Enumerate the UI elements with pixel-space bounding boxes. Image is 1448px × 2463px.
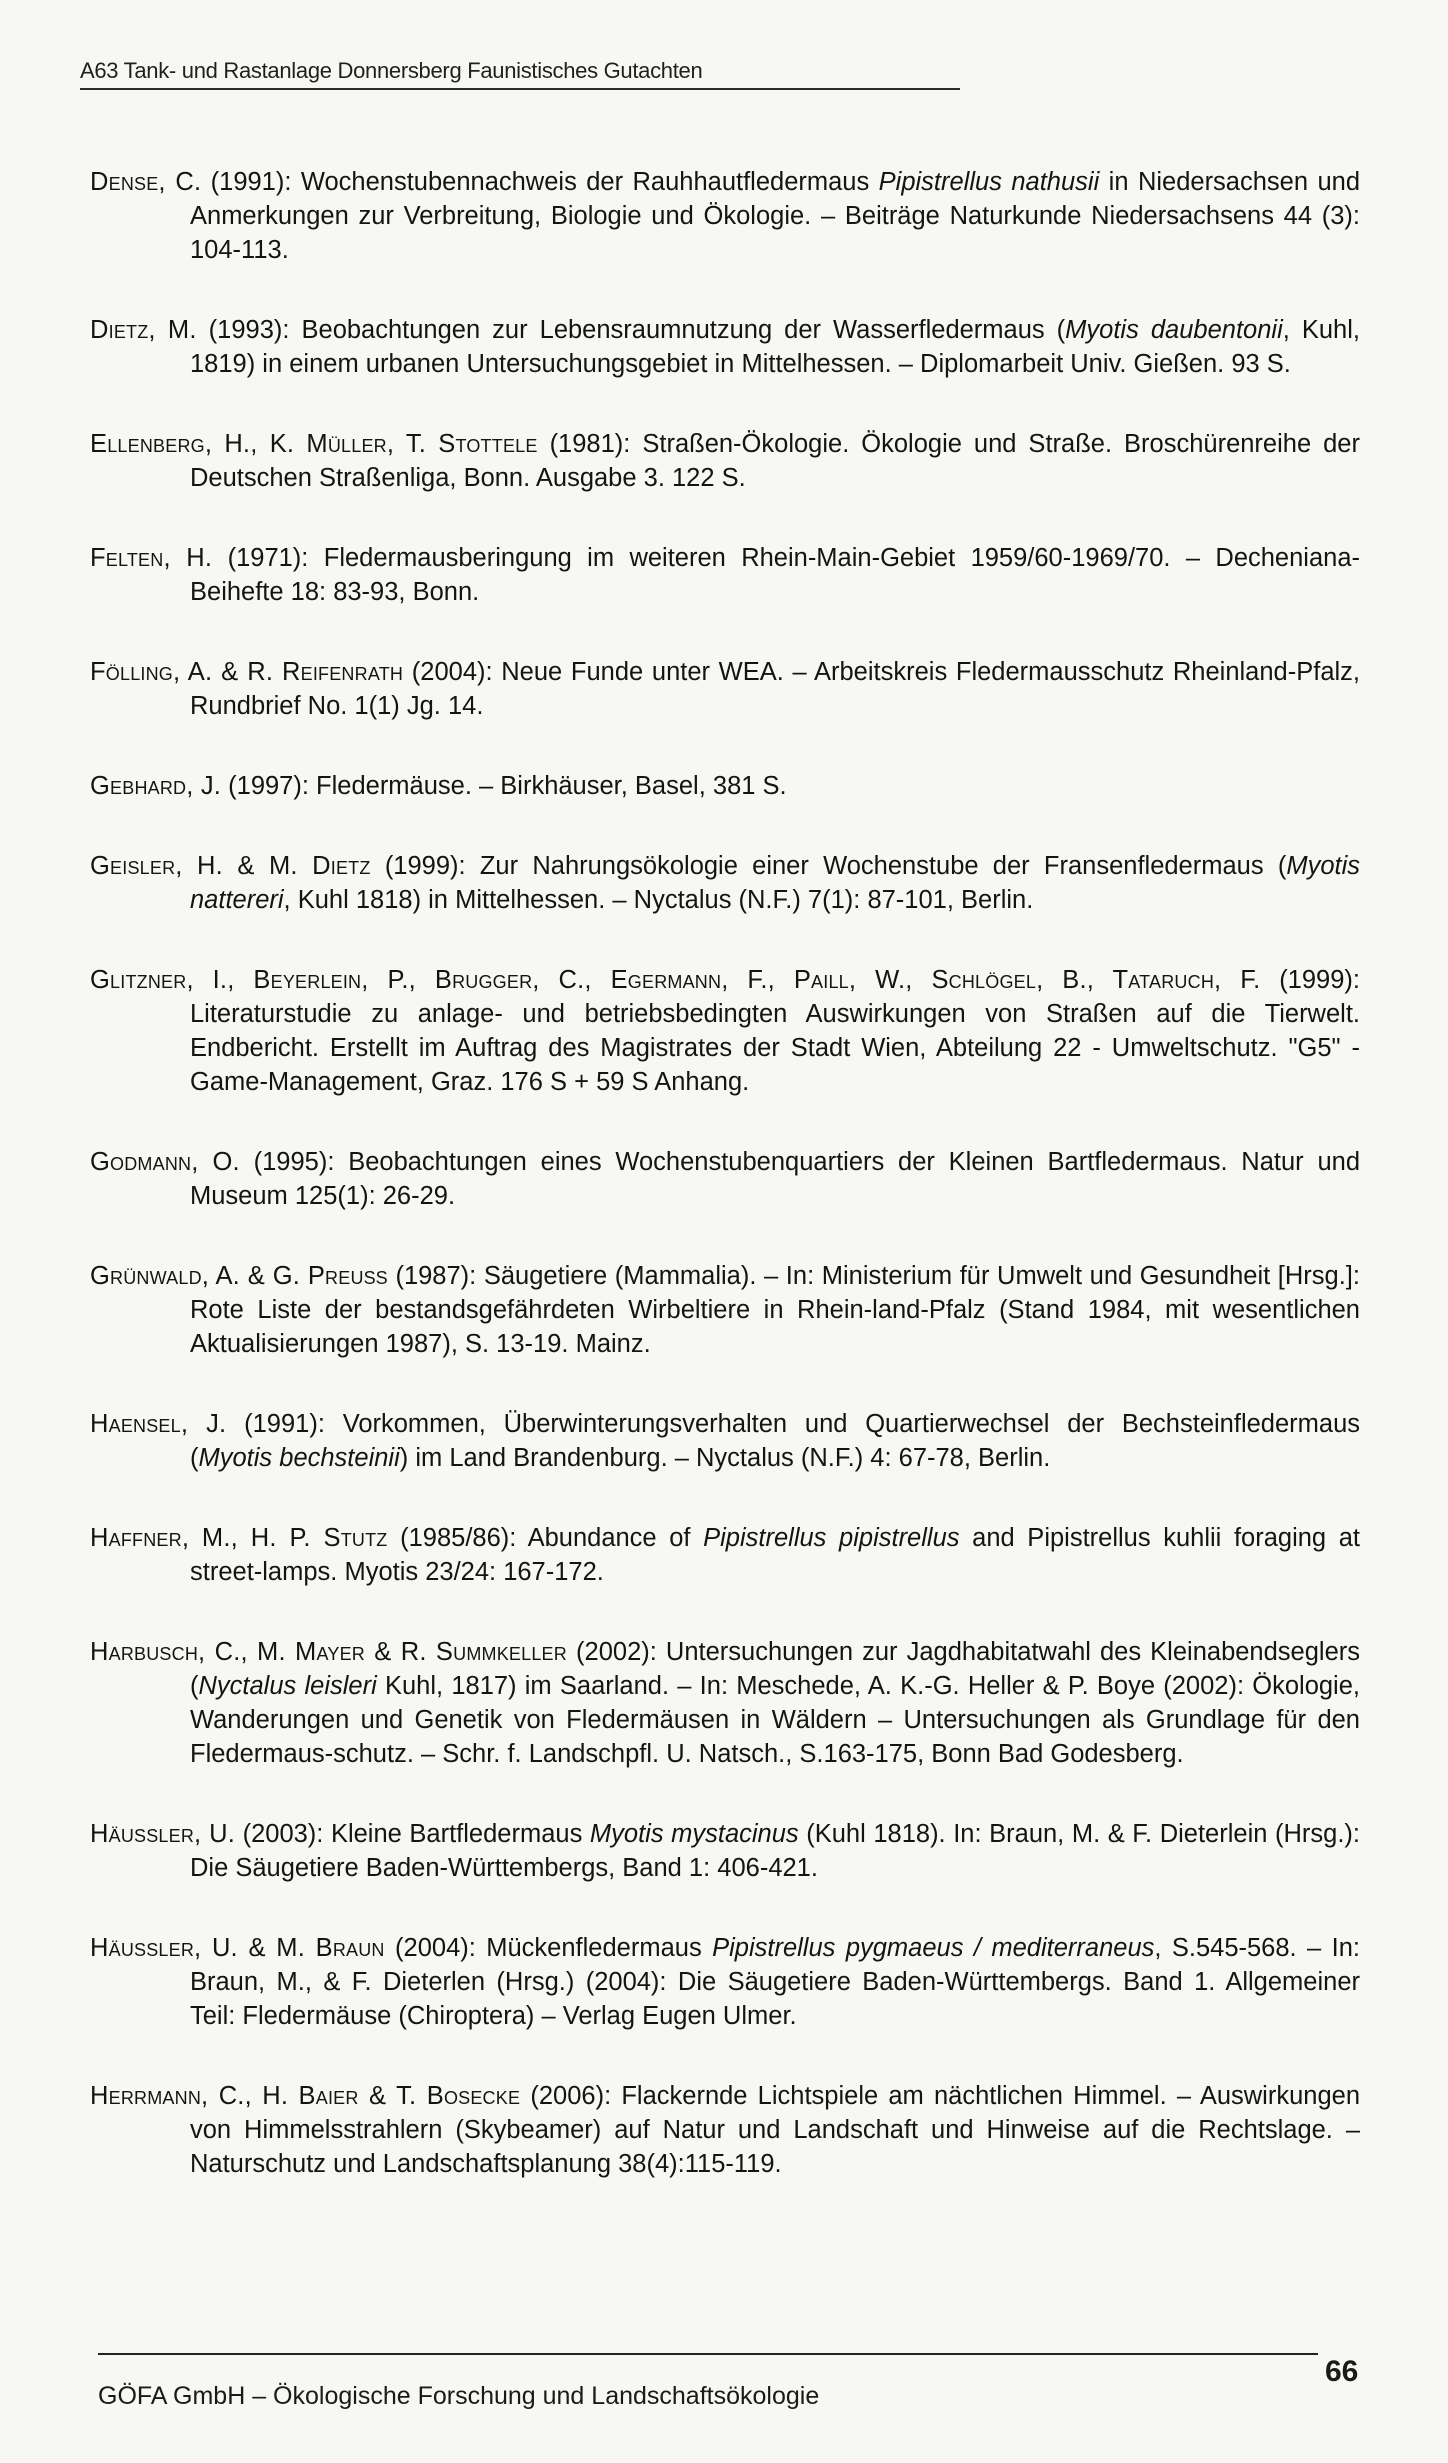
reference-entry: [90, 165, 1360, 267]
ref-species: Pipistrellus nathusii: [878, 168, 1100, 196]
ref-text: (2004): Mückenfledermaus: [384, 1934, 713, 1962]
reference-entry: [90, 1817, 1360, 1885]
ref-text: (1987): Säugetiere (Mammalia). – In: Ministerium für Umwelt und Gesundheit [Hrsg.]: Rote Liste der bestandsgefährdeten Wirbeltiere in Rhein-land-Pfalz (Stand 1984, mit wesentlichen Aktualisierungen 1987), S. 13-19. Mainz.: [190, 1262, 1360, 1358]
ref-authors: Fölling, A. & R. Reifenrath: [90, 658, 404, 686]
ref-text-tail: and Pipistrellus kuhlii foraging at street-lamps. Myotis 23/24: 167-172.: [190, 1524, 1360, 1586]
footer-company: GÖFA GmbH – Ökologische Forschung und Landschaftsökologie: [98, 2382, 820, 2410]
ref-species: Pipistrellus pygmaeus / mediterraneus: [712, 1934, 1155, 1962]
ref-text: (1991): Wochenstubennachweis der Rauhhautfledermaus: [201, 168, 879, 196]
ref-text-tail: in Niedersachsen und Anmerkungen zur Verbreitung, Biologie und Ökologie. – Beiträge Naturkunde Niedersachsens 44 (3): 104-113.: [190, 168, 1360, 264]
ref-authors: Glitzner, I., Beyerlein, P., Brugger, C., Egermann, F., Paill, W., Schlögel, B., Tataruch, F.: [90, 966, 1261, 994]
ref-authors: Haffner, M., H. P. Stutz: [90, 1524, 388, 1552]
footer-divider: [98, 2353, 1318, 2355]
ref-authors: Ellenberg, H., K. Müller, T. Stottele: [90, 430, 538, 458]
reference-entry: [90, 1145, 1360, 1213]
reference-entry: [90, 1635, 1360, 1771]
ref-text: (1993): Beobachtungen zur Lebensraumnutzung der Wasserfledermaus (: [196, 316, 1066, 344]
ref-text: (1981): Straßen-Ökologie. Ökologie und Straße. Broschürenreihe der Deutschen Straßenliga, Bonn. Ausgabe 3. 122 S.: [190, 430, 1360, 492]
ref-species: Myotis nattereri: [190, 852, 1361, 914]
ref-species: Nyctalus leisleri: [198, 1672, 377, 1700]
ref-authors: Herrmann, C., H. Baier & T. Bosecke: [90, 2082, 521, 2110]
ref-authors: Godmann, O.: [90, 1148, 240, 1176]
ref-text-tail: , Kuhl 1818) in Mittelhessen. – Nyctalus (N.F.) 7(1): 87-101, Berlin.: [283, 886, 1034, 914]
ref-species: Myotis mystacinus: [589, 1820, 799, 1848]
reference-entry: [90, 541, 1360, 609]
ref-authors: Geisler, H. & M. Dietz: [90, 852, 371, 880]
reference-entry: [90, 963, 1360, 1099]
ref-text: (1999): Zur Nahrungsökologie einer Wochenstube der Fransenfledermaus (: [370, 852, 1287, 880]
ref-authors: Gebhard, J.: [90, 772, 222, 800]
ref-text: (1985/86): Abundance of: [387, 1524, 704, 1552]
ref-authors: Felten, H.: [90, 544, 213, 572]
ref-species: Myotis daubentonii: [1065, 316, 1283, 344]
ref-authors: Häussler, U. & M. Braun: [90, 1934, 385, 1962]
ref-authors: Harbusch, C., M. Mayer & R. Summkeller: [90, 1638, 567, 1666]
ref-text: (1971): Fledermausberingung im weiteren Rhein-Main-Gebiet 1959/60-1969/70. – Decheniana-Beihefte 18: 83-93, Bonn.: [190, 544, 1361, 606]
ref-text-tail: Kuhl, 1817) im Saarland. – In: Meschede, A. K.-G. Heller & P. Boye (2002): Ökologie, Wanderungen und Genetik von Fledermäusen in Wäldern – Untersuchungen als Grundlage für den Fledermaus-schutz. – Schr. f. Landschpfl. U. Natsch., S.163-175, Bonn Bad Godesberg.: [190, 1672, 1360, 1768]
ref-text: (2004): Neue Funde unter WEA. – Arbeitskreis Fledermausschutz Rheinland-Pfalz, Rundbrief No. 1(1) Jg. 14.: [190, 658, 1360, 720]
reference-entry: [90, 1407, 1360, 1475]
ref-species: Pipistrellus pipistrellus: [703, 1524, 960, 1552]
ref-text: (1991): Vorkommen, Überwinterungsverhalten und Quartierwechsel der Bechsteinfledermaus (: [190, 1410, 1360, 1472]
ref-text: (1995): Beobachtungen eines Wochenstubenquartiers der Kleinen Bartfledermaus. Natur und Museum 125(1): 26-29.: [190, 1148, 1360, 1210]
ref-authors: Dietz, M.: [90, 316, 197, 344]
running-header: A63 Tank- und Rastanlage Donnersberg Faunistisches Gutachten: [80, 58, 960, 90]
reference-entry: [90, 427, 1360, 495]
ref-authors: Haensel, J.: [90, 1410, 227, 1438]
ref-authors: Häussler, U.: [90, 1820, 236, 1848]
ref-text: (1997): Fledermäuse. – Birkhäuser, Basel, 381 S.: [221, 772, 787, 800]
reference-list: [90, 165, 1360, 2227]
ref-text: (2003): Kleine Bartfledermaus: [235, 1820, 590, 1848]
reference-entry: [90, 769, 1360, 803]
ref-text-tail: ) im Land Brandenburg. – Nyctalus (N.F.) 4: 67-78, Berlin.: [399, 1444, 1051, 1472]
page-number: 66: [1325, 2355, 1359, 2388]
ref-authors: Dense, C.: [90, 168, 202, 196]
reference-entry: [90, 655, 1360, 723]
ref-species: Myotis bechsteinii: [198, 1444, 400, 1472]
reference-entry: [90, 2079, 1360, 2181]
ref-authors: Grünwald, A. & G. Preuß: [90, 1262, 388, 1290]
ref-text: (2006): Flackernde Lichtspiele am nächtlichen Himmel. – Auswirkungen von Himmelsstrahlern (Skybeamer) auf Natur und Landschaft und Hinweise auf die Rechtslage. – Naturschutz und Landschaftsplanung 38(4):115-119.: [190, 2082, 1360, 2178]
reference-entry: [90, 313, 1360, 381]
ref-text: (2002): Untersuchungen zur Jagdhabitatwahl des Kleinabendseglers (: [190, 1638, 1360, 1700]
ref-text: (1999): Literaturstudie zu anlage- und betriebsbedingten Auswirkungen von Straßen auf die Tierwelt. Endbericht. Erstellt im Auftrag des Magistrates der Stadt Wien, Abteilung 22 - Umweltschutz. "G5" - Game-Management, Graz. 176 S + 59 S Anhang.: [190, 966, 1360, 1096]
reference-entry: [90, 849, 1360, 917]
ref-text-tail: , S.545-568. – In: Braun, M., & F. Dieterlen (Hrsg.) (2004): Die Säugetiere Baden-Württembergs. Band 1. Allgemeiner Teil: Fledermäuse (Chiroptera) – Verlag Eugen Ulmer.: [190, 1934, 1360, 2030]
ref-text-tail: (Kuhl 1818). In: Braun, M. & F. Dieterlein (Hrsg.): Die Säugetiere Baden-Württembergs, Band 1: 406-421.: [190, 1820, 1360, 1882]
reference-entry: [90, 1259, 1360, 1361]
reference-entry: [90, 1931, 1360, 2033]
reference-entry: [90, 1521, 1360, 1589]
ref-text-tail: , Kuhl, 1819) in einem urbanen Untersuchungsgebiet in Mittelhessen. – Diplomarbeit Univ. Gießen. 93 S.: [190, 316, 1360, 378]
